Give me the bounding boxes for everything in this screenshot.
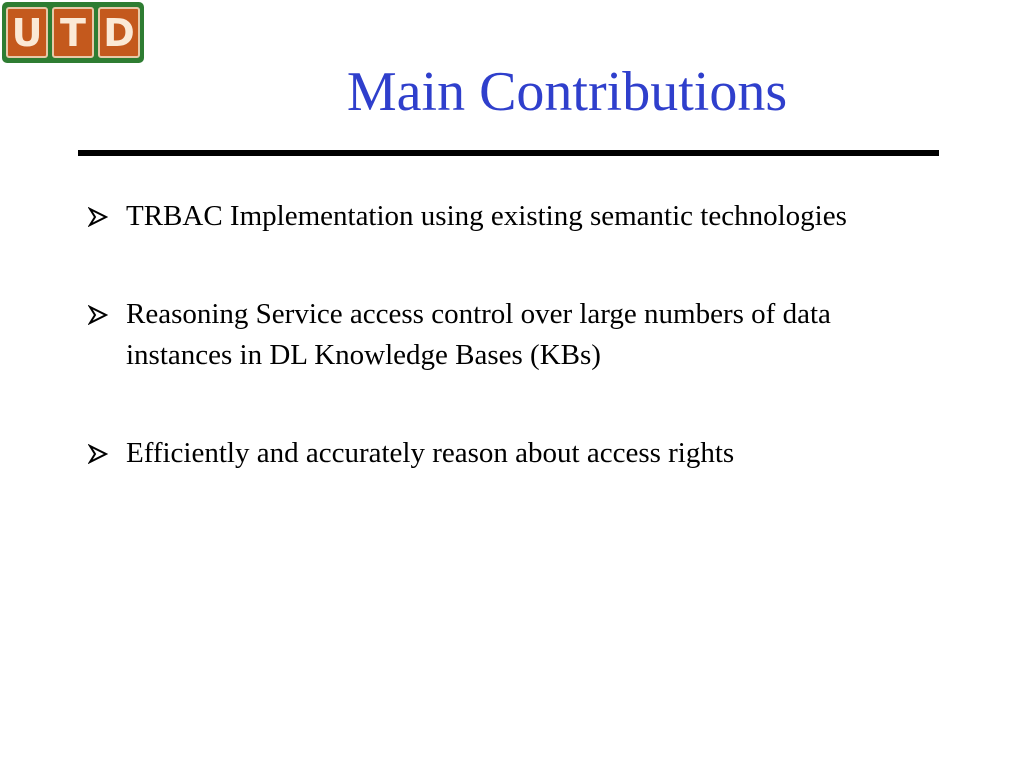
- utd-logo: [2, 2, 144, 63]
- logo-letter-t: T: [52, 7, 94, 58]
- bullet-text: Efficiently and accurately reason about access rights: [126, 437, 735, 469]
- bullet-item: [88, 433, 928, 474]
- bullet-item: [88, 196, 928, 237]
- arrowhead-bullet-icon: [88, 294, 126, 335]
- bullet-list: [88, 196, 928, 531]
- slide-title: Main Contributions: [346, 61, 788, 123]
- title-divider: [78, 150, 939, 156]
- logo-letter-d: D: [98, 7, 140, 58]
- arrowhead-bullet-icon: [88, 433, 126, 474]
- logo-letter-u: U: [6, 7, 48, 58]
- bullet-text: Reasoning Service access control over large numbers of data instances in DL Knowledge Bases (KBs): [126, 298, 831, 371]
- bullet-text: TRBAC Implementation using existing semantic technologies: [126, 200, 847, 232]
- arrowhead-bullet-icon: [88, 196, 126, 237]
- bullet-item: [88, 294, 928, 376]
